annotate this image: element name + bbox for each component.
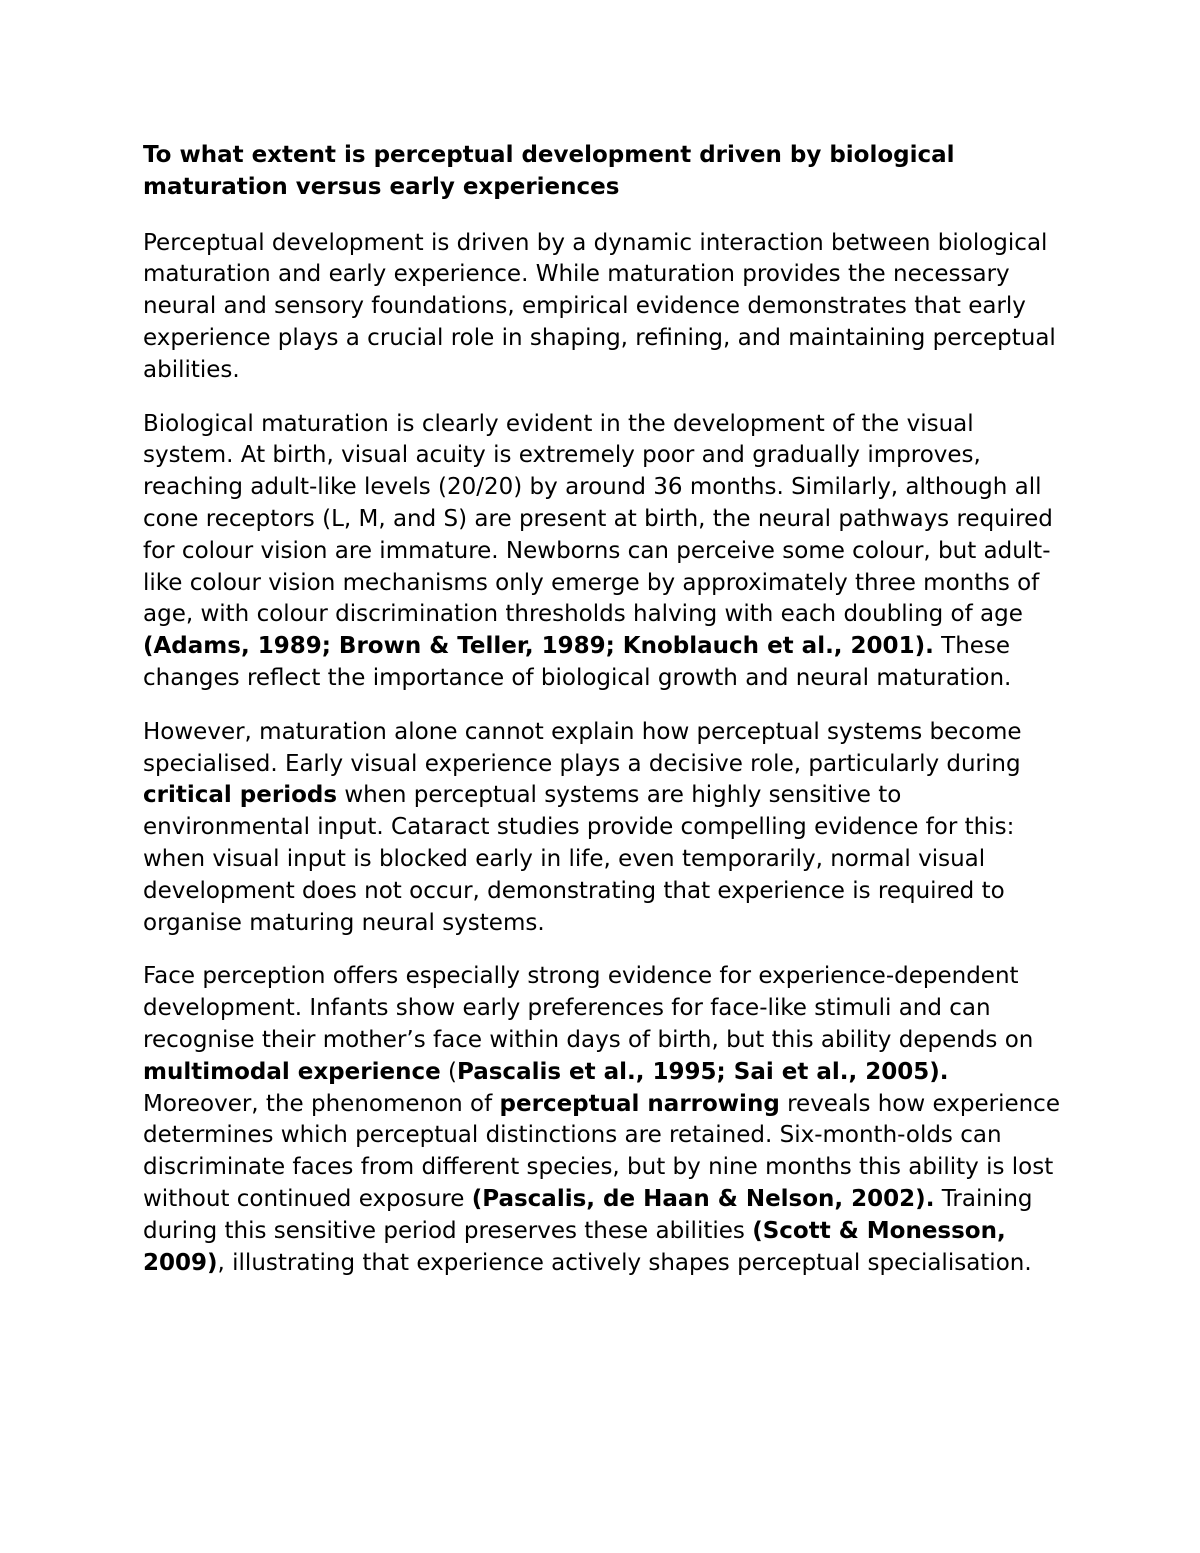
paragraph-text: when perceptual systems are highly sensitive to environmental input. Cataract studies provide compelling evidence for this: when visual input is blocked early in life, even temporarily, normal visual development does not occur, demonstrating that experience is required to organise maturing neural systems. [143, 782, 1015, 936]
paragraph-text: ( [440, 1058, 457, 1085]
citation: (Pascalis, de Haan & Nelson, 2002). [471, 1185, 935, 1212]
key-term: perceptual narrowing [499, 1090, 780, 1117]
citation: (Scott & Monesson, 2009) [143, 1217, 1006, 1276]
key-term: multimodal experience [143, 1058, 441, 1085]
paragraph-text: However, maturation alone cannot explain how perceptual systems become specialised. Early visual experience plays a decisive role, particularly during [143, 718, 1022, 777]
paragraph-text: Training during this sensitive period preserves these abilities [143, 1185, 1033, 1244]
paragraph-text: Perceptual development is driven by a dynamic interaction between biological maturation and early experience. While maturation provides the necessary neural and sensory foundations, empirical evidence demonstrates that early experience plays a crucial role in shaping, refining, and maintaining perceptual abilities. [143, 229, 1056, 383]
paragraph-face-perception [143, 961, 1063, 1279]
paragraph-text: Moreover, the phenomenon of [143, 1090, 500, 1117]
paragraph-text: Biological maturation is clearly evident in the development of the visual system. At birth, visual acuity is extremely poor and gradually improves, reaching adult-like levels (20/20) by around 36 months. Similarly, although all cone receptors (L, M, and S) are present at birth, the neural pathways required for colour vision are immature. Newborns can perceive some colour, but adult-like colour vision mechanisms only emerge by approximately three months of age, with colour discrimination thresholds halving with each doubling of age [143, 410, 1053, 628]
document-body [143, 140, 1063, 1301]
paragraph-text: Face perception offers especially strong evidence for experience-dependent development. Infants show early preferences for face-like stimuli and can recognise their mother’s face within days of birth, but this ability depends on [143, 963, 1034, 1053]
paragraph-critical-periods [143, 717, 1063, 940]
paragraph-text: , illustrating that experience actively shapes perceptual specialisation. [217, 1249, 1032, 1276]
paragraph-intro [143, 228, 1063, 387]
citation: (Adams, 1989; Brown & Teller, 1989; Knoblauch et al., 2001). [143, 633, 934, 660]
key-term: critical periods [143, 782, 338, 809]
citation: Pascalis et al., 1995; Sai et al., 2005). [456, 1058, 949, 1085]
paragraph-biological-maturation [143, 409, 1063, 695]
paragraph-text: These changes reflect the importance of biological growth and neural maturation. [143, 633, 1012, 691]
paragraph-text: reveals how experience determines which perceptual distinctions are retained. Six-month-olds can discriminate faces from different species, but by nine months this ability is lost without continued exposure [143, 1090, 1060, 1212]
document-title: To what extent is perceptual development driven by biological maturation versus early experiences [143, 142, 955, 200]
